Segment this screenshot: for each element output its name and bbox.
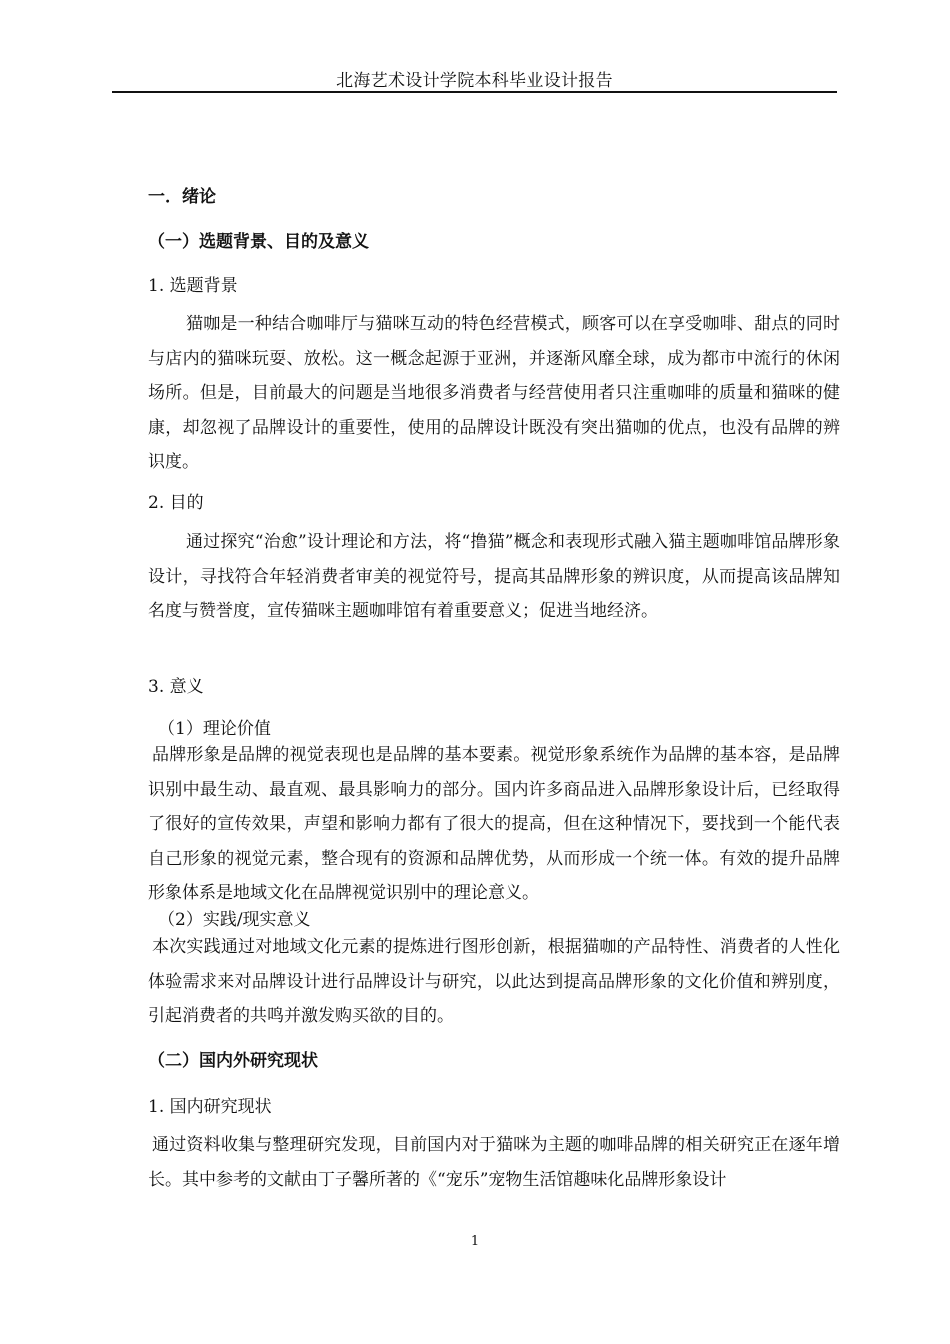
paragraph: 猫咖是一种结合咖啡厅与猫咪互动的特色经营模式，顾客可以在享受咖啡、甜点的同时与店内的猫咪玩耍、放松。这一概念起源于亚洲，并逐渐风靡全球，成为都市中流行的休闲场所。但是，目前最大的问题是当地很多消费者与经营使用者只注重咖啡的质量和猫咪的健康，却忽视了品牌设计的重要性，使用的品牌设计既没有突出猫咖的优点，也没有品牌的辨识度。 (148, 314, 840, 472)
paragraph: 本次实践通过对地域文化元素的提炼进行图形创新，根据猫咖的产品特性、消费者的人性化体验需求来对品牌设计进行品牌设计与研究，以此达到提高品牌形象的文化价值和辨别度，引起消费者的共鸣并激发购买欲的目的。 (148, 937, 840, 1026)
subsection-title: 1. 选题背景 (148, 276, 238, 296)
page-number: 1 (470, 1234, 480, 1249)
subsubsection-title: （1）理论价值 (158, 719, 271, 739)
paragraph: 品牌形象是品牌的视觉表现也是品牌的基本要素。视觉形象系统作为品牌的基本容，是品牌识别中最生动、最直观、最具影响力的部分。国内许多商品进入品牌形象设计后，已经取得了很好的宣传效果，声望和影响力都有了很大的提高，但在这种情况下，要找到一个能代表自己形象的视觉元素，整合现有的资源和品牌优势，从而形成一个统一体。有效的提升品牌形象体系是地域文化在品牌视觉识别中的理论意义。 (148, 745, 840, 903)
subsection-title: 1. 国内研究现状 (148, 1097, 272, 1117)
paragraph: 通过资料收集与整理研究发现，目前国内对于猫咪为主题的咖啡品牌的相关研究正在逐年增长。其中参考的文献由丁子馨所著的《“宠乐”宠物生活馆趣味化品牌形象设计 (148, 1135, 840, 1190)
paragraph: 通过探究“治愈”设计理论和方法，将“撸猫”概念和表现形式融入猫主题咖啡馆品牌形象设计，寻找符合年轻消费者审美的视觉符号，提高其品牌形象的辨识度，从而提高该品牌知名度与赞誉度，宣传猫咪主题咖啡馆有着重要意义；促进当地经济。 (148, 532, 840, 621)
section-title: （一）选题背景、目的及意义 (148, 232, 369, 252)
header-divider (112, 91, 837, 93)
page-header-title: 北海艺术设计学院本科毕业设计报告 (336, 71, 613, 91)
subsection-title: 2. 目的 (148, 493, 204, 513)
section-title: （二）国内外研究现状 (148, 1051, 318, 1071)
subsubsection-title: （2）实践/现实意义 (158, 910, 311, 930)
subsection-title: 3. 意义 (148, 677, 204, 697)
chapter-title: 一．绪论 (148, 187, 216, 207)
